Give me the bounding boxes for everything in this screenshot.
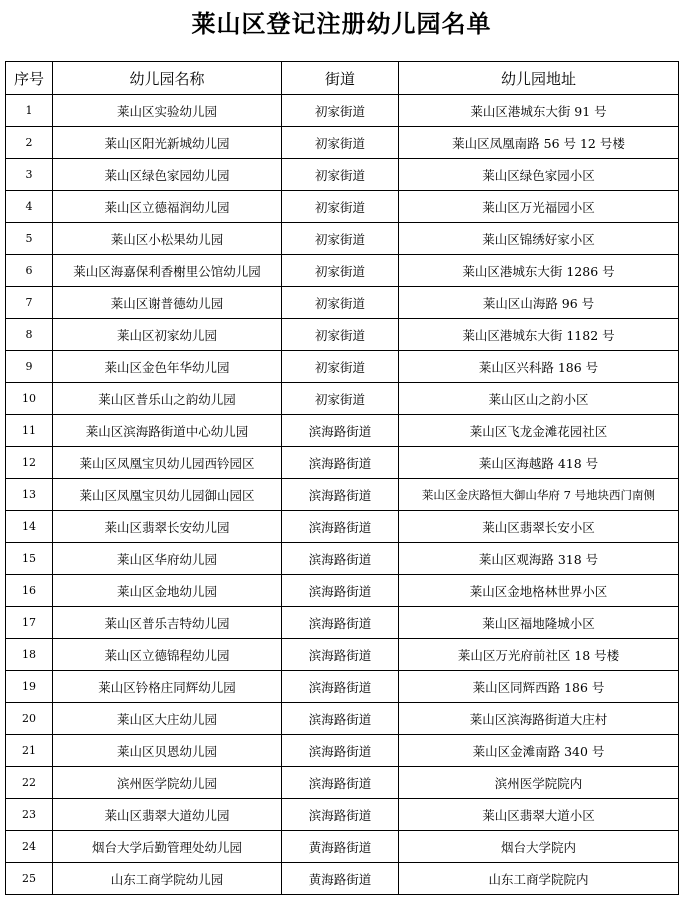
cell-street: 滨海路街道: [282, 799, 399, 831]
cell-address: 莱山区山之韵小区: [399, 383, 679, 415]
table-row: [6, 159, 679, 191]
cell-serial-number: 19: [6, 671, 53, 703]
cell-street: 初家街道: [282, 383, 399, 415]
cell-kindergarten-name: 莱山区滨海路街道中心幼儿园: [53, 415, 282, 447]
cell-address: 莱山区万光府前社区 18 号楼: [399, 639, 679, 671]
cell-street: 滨海路街道: [282, 479, 399, 511]
table-row: [6, 383, 679, 415]
table-row: [6, 511, 679, 543]
cell-address: 莱山区锦绣好家小区: [399, 223, 679, 255]
cell-kindergarten-name: 莱山区翡翠大道幼儿园: [53, 799, 282, 831]
cell-serial-number: 22: [6, 767, 53, 799]
cell-kindergarten-name: 烟台大学后勤管理处幼儿园: [53, 831, 282, 863]
cell-serial-number: 1: [6, 95, 53, 127]
cell-kindergarten-name: 莱山区贝恩幼儿园: [53, 735, 282, 767]
cell-serial-number: 6: [6, 255, 53, 287]
cell-address: 莱山区滨海路街道大庄村: [399, 703, 679, 735]
header-street: 街道: [282, 62, 399, 95]
table-row: [6, 703, 679, 735]
cell-serial-number: 11: [6, 415, 53, 447]
cell-address: 莱山区兴科路 186 号: [399, 351, 679, 383]
table-body: [6, 95, 679, 895]
table-row: [6, 735, 679, 767]
cell-kindergarten-name: 莱山区普乐吉特幼儿园: [53, 607, 282, 639]
page-title: 莱山区登记注册幼儿园名单: [191, 10, 492, 38]
kindergarten-table: [5, 61, 679, 895]
cell-kindergarten-name: 莱山区绿色家园幼儿园: [53, 159, 282, 191]
cell-street: 初家街道: [282, 191, 399, 223]
cell-street: 初家街道: [282, 351, 399, 383]
cell-kindergarten-name: 莱山区实验幼儿园: [53, 95, 282, 127]
cell-street: 滨海路街道: [282, 607, 399, 639]
cell-serial-number: 9: [6, 351, 53, 383]
cell-kindergarten-name: 莱山区华府幼儿园: [53, 543, 282, 575]
cell-serial-number: 4: [6, 191, 53, 223]
table-row: [6, 543, 679, 575]
table-row: [6, 223, 679, 255]
cell-serial-number: 24: [6, 831, 53, 863]
cell-street: 初家街道: [282, 319, 399, 351]
cell-address: 莱山区万光福园小区: [399, 191, 679, 223]
header-serial-number: 序号: [6, 62, 53, 95]
table-row: [6, 671, 679, 703]
cell-address: 山东工商学院院内: [399, 863, 679, 895]
cell-street: 滨海路街道: [282, 703, 399, 735]
cell-address: 莱山区港城东大街 1286 号: [399, 255, 679, 287]
cell-serial-number: 20: [6, 703, 53, 735]
cell-street: 初家街道: [282, 255, 399, 287]
cell-street: 黄海路街道: [282, 863, 399, 895]
cell-street: 初家街道: [282, 223, 399, 255]
cell-address: 滨州医学院院内: [399, 767, 679, 799]
cell-serial-number: 7: [6, 287, 53, 319]
table-row: [6, 639, 679, 671]
header-kindergarten-name: 幼儿园名称: [53, 62, 282, 95]
cell-serial-number: 10: [6, 383, 53, 415]
cell-serial-number: 18: [6, 639, 53, 671]
cell-kindergarten-name: 莱山区立德福润幼儿园: [53, 191, 282, 223]
cell-serial-number: 16: [6, 575, 53, 607]
cell-kindergarten-name: 莱山区普乐山之韵幼儿园: [53, 383, 282, 415]
cell-address: 莱山区港城东大街 1182 号: [399, 319, 679, 351]
cell-serial-number: 5: [6, 223, 53, 255]
table-row: [6, 575, 679, 607]
header-address: 幼儿园地址: [399, 62, 679, 95]
cell-street: 滨海路街道: [282, 415, 399, 447]
table-row: [6, 607, 679, 639]
cell-address: 莱山区凤凰南路 56 号 12 号楼: [399, 127, 679, 159]
table-row: [6, 319, 679, 351]
cell-address: 莱山区福地隆城小区: [399, 607, 679, 639]
cell-kindergarten-name: 莱山区钤格庄同辉幼儿园: [53, 671, 282, 703]
cell-address: 莱山区飞龙金滩花园社区: [399, 415, 679, 447]
cell-serial-number: 14: [6, 511, 53, 543]
cell-serial-number: 8: [6, 319, 53, 351]
cell-kindergarten-name: 莱山区海嘉保利香榭里公馆幼儿园: [53, 255, 282, 287]
cell-street: 滨海路街道: [282, 639, 399, 671]
cell-kindergarten-name: 莱山区阳光新城幼儿园: [53, 127, 282, 159]
cell-kindergarten-name: 滨州医学院幼儿园: [53, 767, 282, 799]
cell-kindergarten-name: 莱山区大庄幼儿园: [53, 703, 282, 735]
table-row: [6, 191, 679, 223]
cell-serial-number: 3: [6, 159, 53, 191]
cell-serial-number: 23: [6, 799, 53, 831]
table-row: [6, 831, 679, 863]
table-row: [6, 95, 679, 127]
cell-serial-number: 15: [6, 543, 53, 575]
table-row: [6, 479, 679, 511]
cell-serial-number: 17: [6, 607, 53, 639]
cell-street: 黄海路街道: [282, 831, 399, 863]
cell-kindergarten-name: 莱山区立德锦程幼儿园: [53, 639, 282, 671]
table-row: [6, 863, 679, 895]
cell-address: 莱山区翡翠长安小区: [399, 511, 679, 543]
table-row: [6, 127, 679, 159]
cell-street: 初家街道: [282, 127, 399, 159]
cell-kindergarten-name: 莱山区谢普德幼儿园: [53, 287, 282, 319]
cell-street: 滨海路街道: [282, 511, 399, 543]
table-row: [6, 287, 679, 319]
cell-address: 莱山区翡翠大道小区: [399, 799, 679, 831]
cell-address: 莱山区同辉西路 186 号: [399, 671, 679, 703]
cell-kindergarten-name: 莱山区初家幼儿园: [53, 319, 282, 351]
cell-address: 莱山区绿色家园小区: [399, 159, 679, 191]
cell-serial-number: 25: [6, 863, 53, 895]
cell-address: 莱山区港城东大街 91 号: [399, 95, 679, 127]
table-row: [6, 799, 679, 831]
cell-street: 滨海路街道: [282, 447, 399, 479]
cell-kindergarten-name: 莱山区翡翠长安幼儿园: [53, 511, 282, 543]
cell-address: 烟台大学院内: [399, 831, 679, 863]
cell-street: 滨海路街道: [282, 671, 399, 703]
table-row: [6, 255, 679, 287]
cell-street: 初家街道: [282, 159, 399, 191]
cell-address: 莱山区金地格林世界小区: [399, 575, 679, 607]
cell-address: 莱山区海越路 418 号: [399, 447, 679, 479]
cell-street: 初家街道: [282, 95, 399, 127]
cell-street: 滨海路街道: [282, 543, 399, 575]
cell-street: 滨海路街道: [282, 735, 399, 767]
cell-kindergarten-name: 莱山区金地幼儿园: [53, 575, 282, 607]
cell-address: 莱山区金滩南路 340 号: [399, 735, 679, 767]
table-header-row: [6, 62, 679, 95]
cell-kindergarten-name: 莱山区小松果幼儿园: [53, 223, 282, 255]
cell-kindergarten-name: 莱山区金色年华幼儿园: [53, 351, 282, 383]
cell-kindergarten-name: 莱山区凤凰宝贝幼儿园御山园区: [53, 479, 282, 511]
cell-address: 莱山区观海路 318 号: [399, 543, 679, 575]
cell-address: 莱山区山海路 96 号: [399, 287, 679, 319]
cell-street: 初家街道: [282, 287, 399, 319]
cell-serial-number: 12: [6, 447, 53, 479]
cell-street: 滨海路街道: [282, 575, 399, 607]
cell-serial-number: 2: [6, 127, 53, 159]
cell-kindergarten-name: 山东工商学院幼儿园: [53, 863, 282, 895]
table-row: [6, 447, 679, 479]
table-row: [6, 415, 679, 447]
cell-kindergarten-name: 莱山区凤凰宝贝幼儿园西钤园区: [53, 447, 282, 479]
table-row: [6, 767, 679, 799]
table-row: [6, 351, 679, 383]
cell-serial-number: 13: [6, 479, 53, 511]
cell-address: 莱山区金庆路恒大御山华府 7 号地块西门南侧: [399, 479, 679, 511]
cell-street: 滨海路街道: [282, 767, 399, 799]
cell-serial-number: 21: [6, 735, 53, 767]
